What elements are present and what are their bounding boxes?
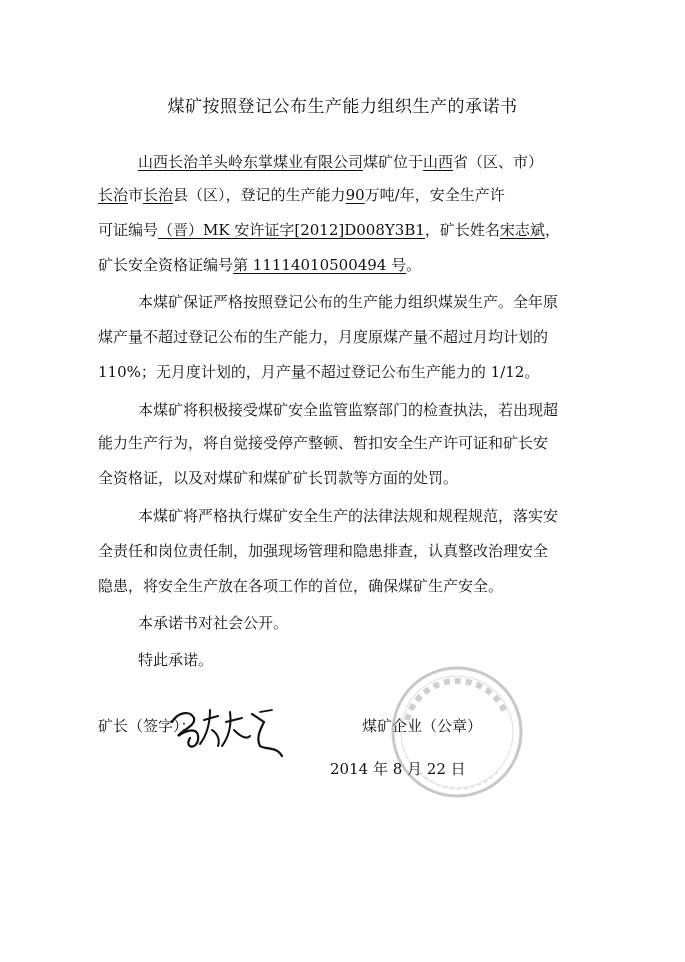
cert-number: 第 11114010500494 号 (233, 256, 407, 274)
paragraph-2-line-3: 110%；无月度计划的，月产量不超过登记公布生产能力的 1/12。 (98, 363, 540, 381)
province-value: 山西 (423, 153, 454, 171)
paragraph-3-line-1: 本煤矿将积极接受煤矿安全监管监察部门的检查执法，若出现超 (138, 401, 559, 419)
info-line-4: 矿长安全资格证编号第 11114010500494 号。 (98, 256, 422, 274)
signing-date: 2014 年 8 月 22 日 (330, 760, 466, 778)
paragraph-4-line-2: 全责任和岗位责任制，加强现场管理和隐患排查，认真整改治理安全 (98, 542, 549, 560)
paragraph-6: 特此承诺。 (138, 651, 214, 669)
company-seal-label: 煤矿企业（公章） (362, 717, 483, 735)
paragraph-5: 本承诺书对社会公开。 (138, 614, 289, 632)
paragraph-2-line-2: 煤产量不超过登记公布的生产能力，月度原煤产量不超过月均计划的 (98, 328, 549, 346)
info-line-1: 山西长治羊头岭东掌煤业有限公司煤矿位于山西省（区、市） (138, 153, 544, 171)
county-value: 长治 (143, 186, 174, 204)
paragraph-3-line-2: 能力生产行为，将自觉接受停产整顿、暂扣安全生产许可证和矿长安 (98, 434, 549, 452)
handwritten-signature (160, 700, 290, 760)
license-number: （晋）MK 安许证字[2012]D008Y3B1 (158, 221, 425, 239)
company-name: 山西长治羊头岭东掌煤业有限公司 (138, 153, 364, 171)
paragraph-4-line-1: 本煤矿将严格执行煤矿安全生产的法律法规和规程规范，落实安 (138, 507, 559, 525)
info-line-3: 可证编号（晋）MK 安许证字[2012]D008Y3B1，矿长姓名宋志斌， (98, 221, 560, 239)
director-name: 宋志斌 (499, 221, 545, 239)
paragraph-3-line-3: 全资格证，以及对煤矿和煤矿矿长罚款等方面的处罚。 (98, 469, 459, 487)
paragraph-2-line-1: 本煤矿保证严格按照登记公布的生产能力组织煤炭生产。全年原 (138, 293, 559, 311)
director-signature-label: 矿长（签字）： (98, 717, 196, 735)
document-title: 煤矿按照登记公布生产能力组织生产的承诺书 (167, 97, 518, 117)
paragraph-4-line-3: 隐患，将安全生产放在各项工作的首位，确保煤矿生产安全。 (98, 577, 504, 595)
info-line-2: 长治市长治县（区），登记的生产能力90万吨/年，安全生产许 (98, 186, 505, 204)
city-value: 长治 (98, 186, 129, 204)
capacity-value: 90 (345, 186, 365, 204)
